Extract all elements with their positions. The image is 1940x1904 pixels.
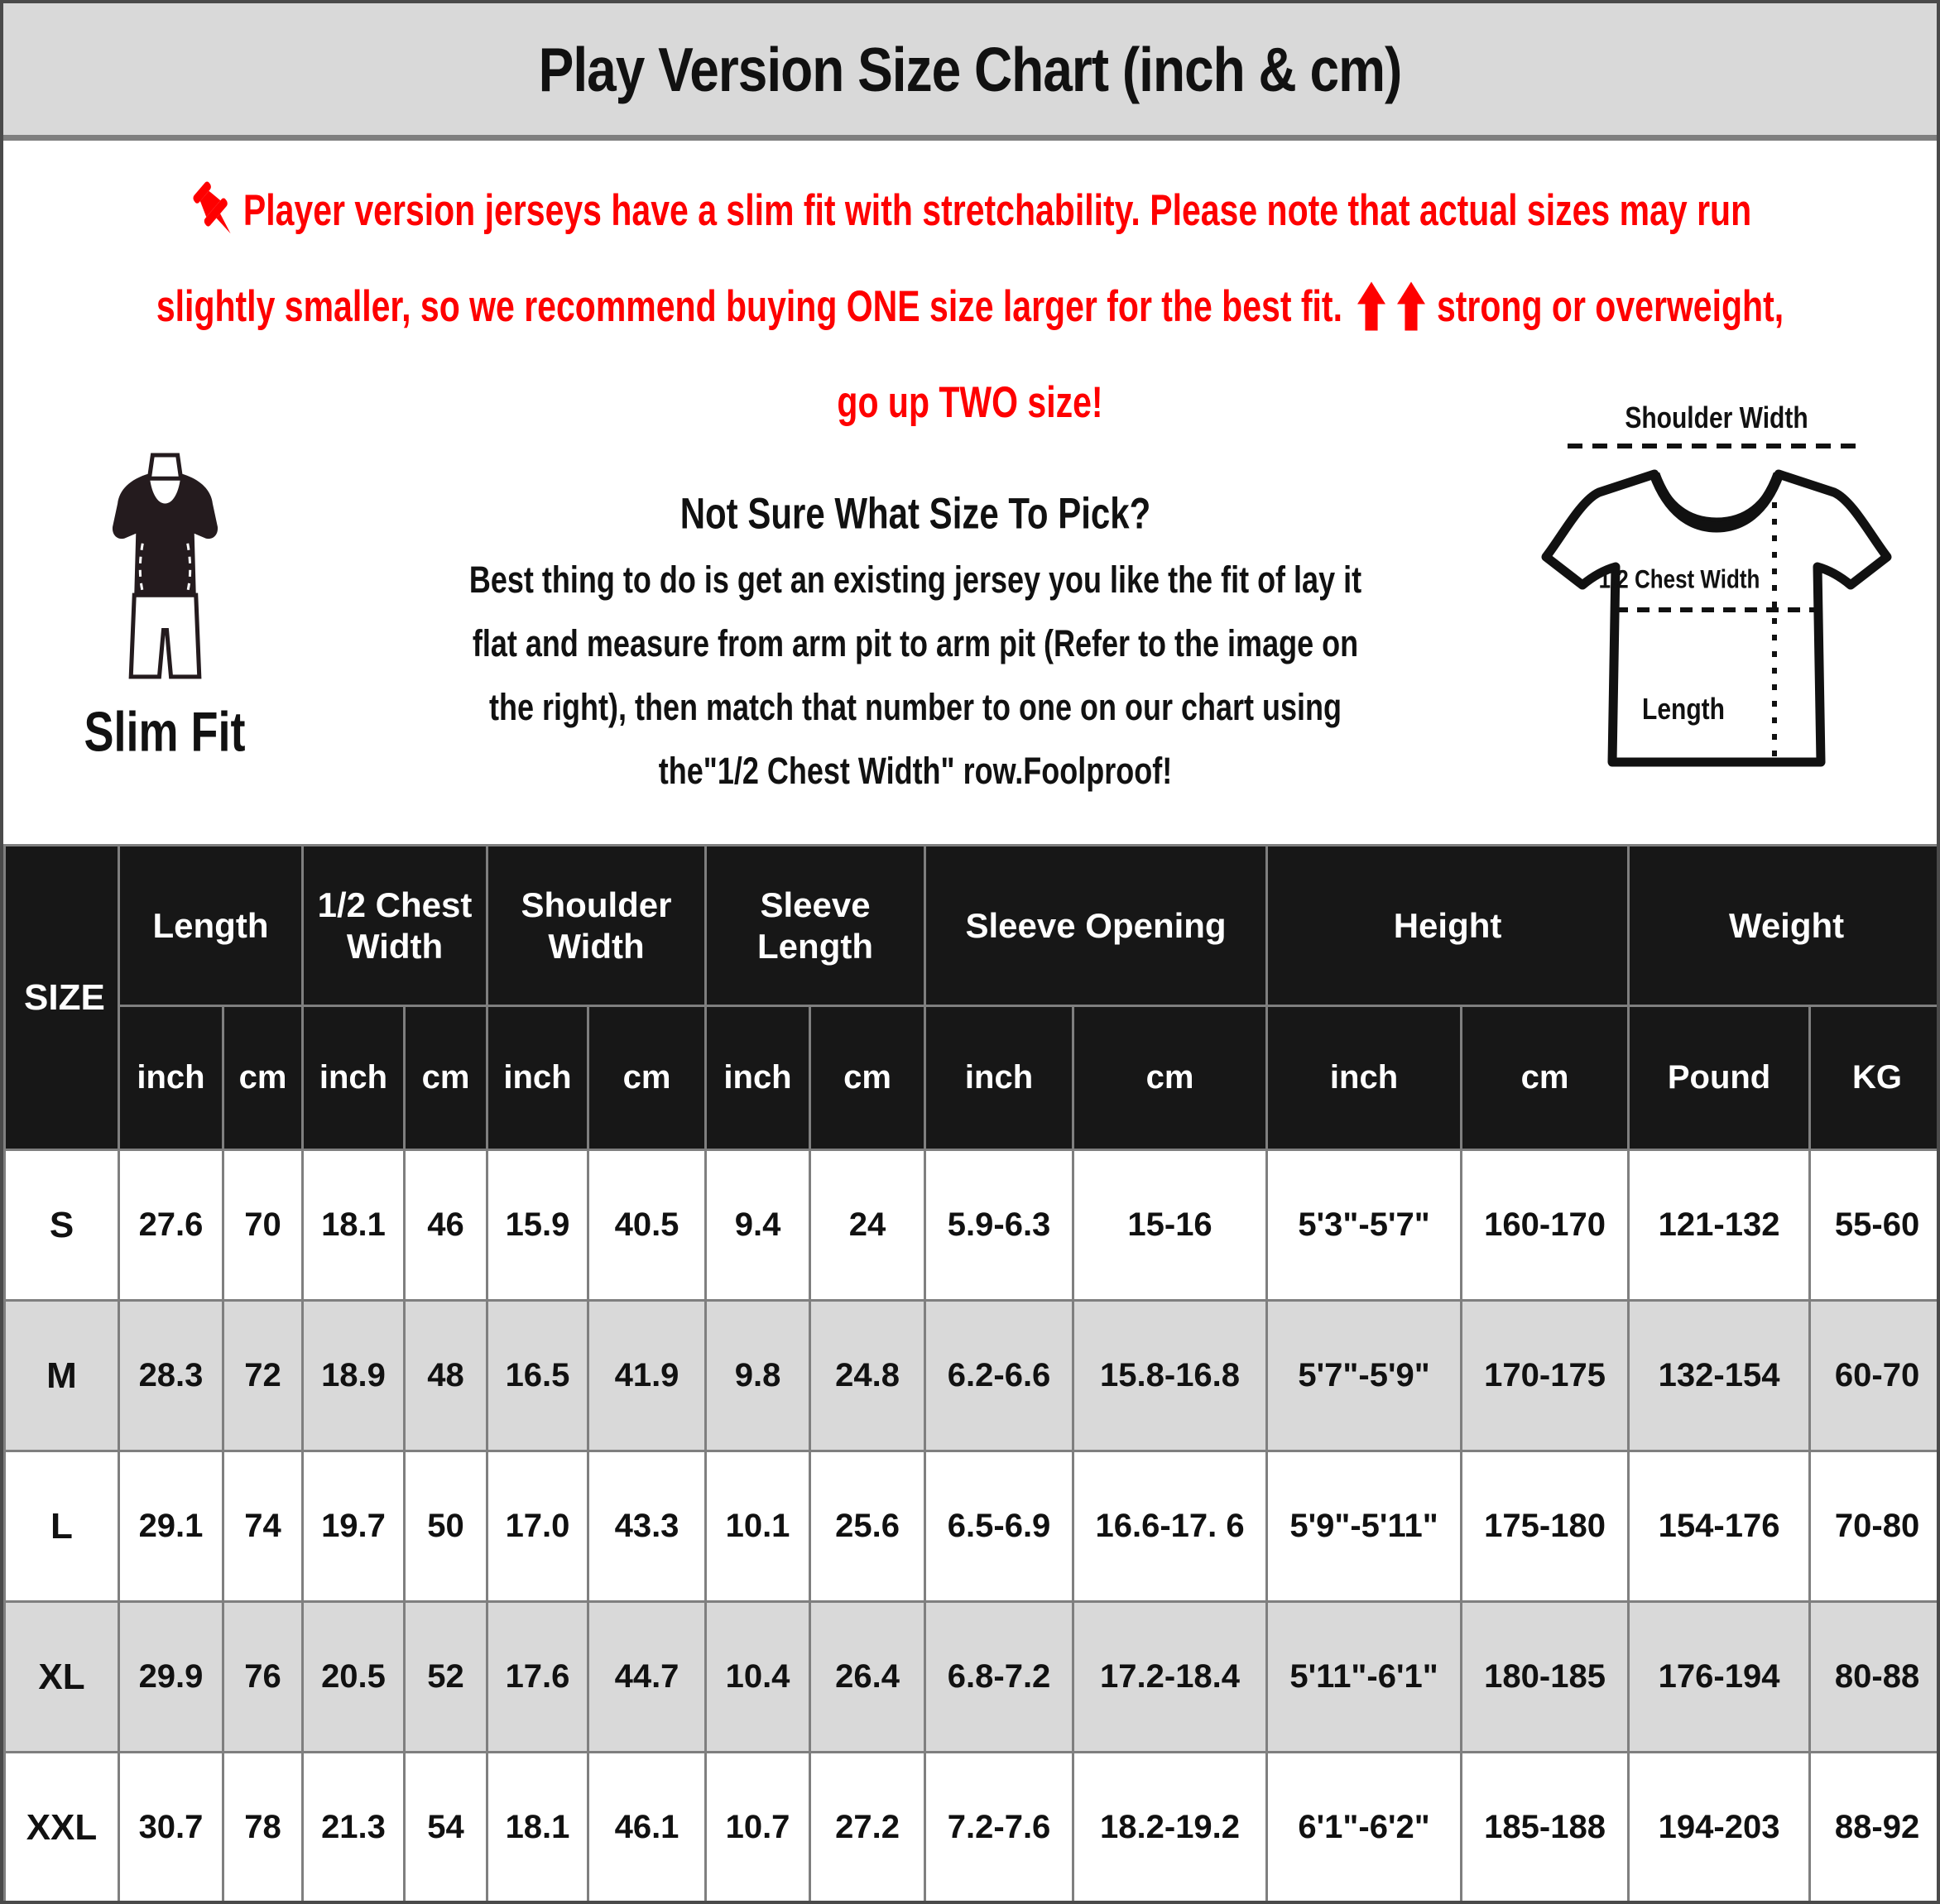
title-bar <box>3 3 1937 141</box>
cell: 15-16 <box>1073 1150 1267 1301</box>
cell: 55-60 <box>1810 1150 1940 1301</box>
cell: 20.5 <box>303 1602 405 1753</box>
cell: 41.9 <box>588 1301 706 1451</box>
cell: 30.7 <box>119 1753 223 1903</box>
unit-header: cm <box>223 1006 303 1150</box>
cell: 18.9 <box>303 1301 405 1451</box>
col-header-length: Length <box>119 846 303 1006</box>
cell: 9.8 <box>706 1301 810 1451</box>
cell: 27.6 <box>119 1150 223 1301</box>
size-label: XXL <box>5 1753 119 1903</box>
unit-header: KG <box>1810 1006 1940 1150</box>
cell: 170-175 <box>1462 1301 1629 1451</box>
note-text-2b: strong or overweight, <box>1436 281 1784 331</box>
guide-line: Best thing to do is get an existing jersey you like the fit of lay it <box>468 558 1362 602</box>
cell: 16.5 <box>487 1301 588 1451</box>
cell: 5'7"-5'9" <box>1267 1301 1462 1451</box>
col-header-sleeve-opening: Sleeve Opening <box>925 846 1267 1006</box>
cell: 132-154 <box>1629 1301 1810 1451</box>
cell: 29.1 <box>119 1451 223 1602</box>
cell: 18.1 <box>487 1753 588 1903</box>
cell: 46.1 <box>588 1753 706 1903</box>
table-row-m <box>5 1301 1940 1451</box>
cell: 78 <box>223 1753 303 1903</box>
cell: 52 <box>405 1602 487 1753</box>
unit-header: inch <box>119 1006 223 1150</box>
cell: 18.2-19.2 <box>1073 1753 1267 1903</box>
cell: 10.1 <box>706 1451 810 1602</box>
col-header-size: SIZE <box>5 846 119 1150</box>
unit-header: inch <box>706 1006 810 1150</box>
up-arrow-icon <box>1397 281 1425 331</box>
cell: 27.2 <box>810 1753 925 1903</box>
table-unit-header-row <box>5 1006 1940 1150</box>
cell: 154-176 <box>1629 1451 1810 1602</box>
shoulder-width-label: Shoulder Width <box>1625 401 1808 435</box>
cell: 121-132 <box>1629 1150 1810 1301</box>
cell: 70-80 <box>1810 1451 1940 1602</box>
cell: 80-88 <box>1810 1602 1940 1753</box>
cell: 54 <box>405 1753 487 1903</box>
cell: 5'9"-5'11" <box>1267 1451 1462 1602</box>
size-label: S <box>5 1150 119 1301</box>
col-header-weight: Weight <box>1629 846 1940 1006</box>
cell: 10.4 <box>706 1602 810 1753</box>
cell: 76 <box>223 1602 303 1753</box>
cell: 29.9 <box>119 1602 223 1753</box>
slim-fit-label: Slim Fit <box>84 701 246 764</box>
table-row-xl <box>5 1602 1940 1753</box>
cell: 5'11"-6'1" <box>1267 1602 1462 1753</box>
cell: 176-194 <box>1629 1602 1810 1753</box>
cell: 25.6 <box>810 1451 925 1602</box>
cell: 17.0 <box>487 1451 588 1602</box>
tshirt-diagram-icon <box>1518 434 1915 782</box>
half-chest-width-label: 1/2 Chest Width <box>1598 564 1760 594</box>
cell: 7.2-7.6 <box>925 1753 1073 1903</box>
note-text-3: go up TWO size! <box>837 376 1103 427</box>
cell: 70 <box>223 1150 303 1301</box>
cell: 6'1"-6'2" <box>1267 1753 1462 1903</box>
table-row-xxl <box>5 1753 1940 1903</box>
cell: 28.3 <box>119 1301 223 1451</box>
cell: 46 <box>405 1150 487 1301</box>
cell: 18.1 <box>303 1150 405 1301</box>
cell: 10.7 <box>706 1753 810 1903</box>
measurement-diagram <box>1518 401 1915 794</box>
cell: 185-188 <box>1462 1753 1629 1903</box>
guide-line: the right), then match that number to one on our chart using <box>489 685 1342 729</box>
unit-header: cm <box>810 1006 925 1150</box>
cell: 74 <box>223 1451 303 1602</box>
col-header-height: Height <box>1267 846 1629 1006</box>
cell: 72 <box>223 1301 303 1451</box>
cell: 6.8-7.2 <box>925 1602 1073 1753</box>
unit-header: inch <box>303 1006 405 1150</box>
cell: 48 <box>405 1301 487 1451</box>
col-header-sleeve-length: Sleeve Length <box>706 846 925 1006</box>
cell: 60-70 <box>1810 1301 1940 1451</box>
cell: 17.2-18.4 <box>1073 1602 1267 1753</box>
pushpin-icon <box>189 177 240 244</box>
unit-header: inch <box>487 1006 588 1150</box>
cell: 26.4 <box>810 1602 925 1753</box>
table-row-l <box>5 1451 1940 1602</box>
length-label: Length <box>1642 693 1725 727</box>
unit-header: inch <box>1267 1006 1462 1150</box>
table-row-s <box>5 1150 1940 1301</box>
size-label: M <box>5 1301 119 1451</box>
size-label: XL <box>5 1602 119 1753</box>
cell: 6.2-6.6 <box>925 1301 1073 1451</box>
cell: 17.6 <box>487 1602 588 1753</box>
cell: 44.7 <box>588 1602 706 1753</box>
cell: 9.4 <box>706 1150 810 1301</box>
unit-header: Pound <box>1629 1006 1810 1150</box>
cell: 6.5-6.9 <box>925 1451 1073 1602</box>
note-text-2a: slightly smaller, so we recommend buying ONE size larger for the best fit. <box>156 281 1342 331</box>
cell: 194-203 <box>1629 1753 1810 1903</box>
unit-header: cm <box>1073 1006 1267 1150</box>
unit-header: inch <box>925 1006 1073 1150</box>
slim-fit-figure-icon <box>76 450 254 692</box>
cell: 16.6-17. 6 <box>1073 1451 1267 1602</box>
cell: 21.3 <box>303 1753 405 1903</box>
cell: 160-170 <box>1462 1150 1629 1301</box>
cell: 40.5 <box>588 1150 706 1301</box>
cell: 15.8-16.8 <box>1073 1301 1267 1451</box>
cell: 43.3 <box>588 1451 706 1602</box>
up-arrow-icon <box>1357 281 1385 331</box>
cell: 180-185 <box>1462 1602 1629 1753</box>
guide-line: flat and measure from arm pit to arm pit (Refer to the image on <box>472 621 1359 665</box>
cell: 88-92 <box>1810 1753 1940 1903</box>
guide-line: the"1/2 Chest Width" row.Foolproof! <box>658 749 1173 793</box>
cell: 50 <box>405 1451 487 1602</box>
sizing-guide <box>328 480 1503 803</box>
unit-header: cm <box>588 1006 706 1150</box>
cell: 5'3"-5'7" <box>1267 1150 1462 1301</box>
note-text-1: Player version jerseys have a slim fit with stretchability. Please note that actual sizes may run <box>242 185 1752 235</box>
unit-header: cm <box>405 1006 487 1150</box>
cell: 175-180 <box>1462 1451 1629 1602</box>
table-group-header-row <box>5 846 1940 1006</box>
col-header-chest: 1/2 Chest Width <box>303 846 487 1006</box>
size-table <box>3 844 1940 1904</box>
cell: 5.9-6.3 <box>925 1150 1073 1301</box>
slim-fit-block <box>49 450 281 764</box>
guide-heading: Not Sure What Size To Pick? <box>679 489 1151 538</box>
cell: 24.8 <box>810 1301 925 1451</box>
unit-header: cm <box>1462 1006 1629 1150</box>
cell: 19.7 <box>303 1451 405 1602</box>
col-header-shoulder: Shoulder Width <box>487 846 706 1006</box>
cell: 15.9 <box>487 1150 588 1301</box>
page-title: Play Version Size Chart (inch & cm) <box>538 34 1402 104</box>
cell: 24 <box>810 1150 925 1301</box>
size-label: L <box>5 1451 119 1602</box>
